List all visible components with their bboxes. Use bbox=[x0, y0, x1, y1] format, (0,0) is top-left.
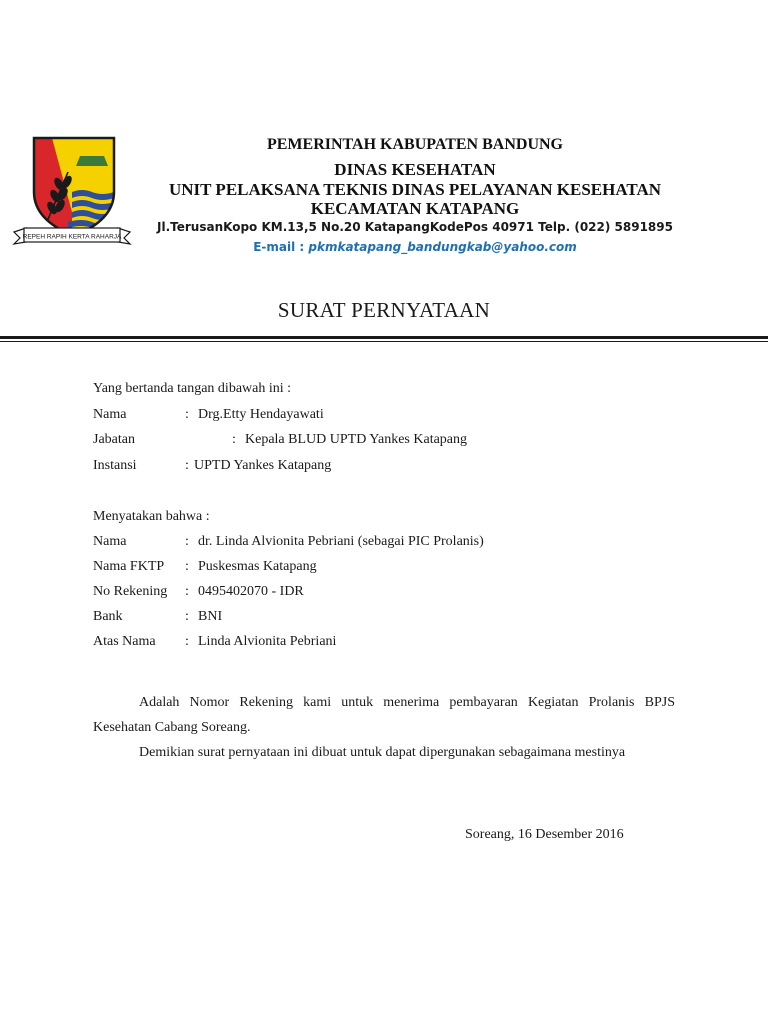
subject-fktp-separator: : bbox=[185, 559, 189, 574]
signer-position-separator: : bbox=[232, 432, 236, 447]
declares-line: Menyatakan bahwa : bbox=[93, 509, 210, 524]
header-unit: UNIT PELAKSANA TEKNIS DINAS PELAYANAN KESEHATAN bbox=[168, 180, 662, 199]
subject-holder-value: Linda Alvionita Pebriani bbox=[198, 634, 337, 649]
paragraph-account-purpose: Adalah Nomor Rekening kami untuk menerima pembayaran Kegiatan Prolanis BPJS Kesehatan Cabang Soreang. bbox=[93, 695, 675, 735]
email-label: E-mail : bbox=[253, 240, 309, 254]
signer-name-value: Drg.Etty Hendayawati bbox=[198, 407, 324, 422]
signer-institution-separator: : bbox=[185, 458, 189, 473]
paragraph-closing: Demikian surat pernyataan ini dibuat untuk dapat dipergunakan sebagaimana mestinya bbox=[139, 745, 626, 760]
subject-account-value: 0495402070 - IDR bbox=[198, 584, 304, 599]
subject-fktp-label: Nama FKTP bbox=[93, 559, 165, 574]
signer-institution-value: UPTD Yankes Katapang bbox=[194, 458, 332, 473]
logo-motto: REPEH RAPIH KERTA RAHARJA bbox=[22, 233, 122, 241]
subject-account-separator: : bbox=[185, 584, 189, 599]
header-government: PEMERINTAH KABUPATEN BANDUNG bbox=[266, 136, 563, 153]
signer-institution-label: Instansi bbox=[93, 458, 137, 473]
place-date: Soreang, 16 Desember 2016 bbox=[465, 827, 624, 842]
subject-bank-separator: : bbox=[185, 609, 189, 624]
subject-bank-value: BNI bbox=[198, 609, 223, 624]
kabupaten-bandung-logo bbox=[12, 132, 132, 248]
subject-name-separator: : bbox=[185, 534, 189, 549]
subject-account-label: No Rekening bbox=[93, 584, 168, 599]
subject-holder-separator: : bbox=[185, 634, 189, 649]
subject-name-value: dr. Linda Alvionita Pebriani (sebagai PIC Prolanis) bbox=[198, 534, 484, 549]
header-department: DINAS KESEHATAN bbox=[334, 160, 496, 179]
signer-name-label: Nama bbox=[93, 407, 127, 422]
intro-line: Yang bertanda tangan dibawah ini : bbox=[93, 381, 292, 396]
signer-name-separator: : bbox=[185, 407, 189, 422]
subject-bank-label: Bank bbox=[93, 609, 123, 624]
subject-holder-label: Atas Nama bbox=[93, 634, 156, 649]
email-address: pkmkatapang_bandungkab@yahoo.com bbox=[308, 240, 577, 254]
document-title: SURAT PERNYATAAN bbox=[277, 298, 491, 322]
subject-fktp-value: Puskesmas Katapang bbox=[198, 559, 317, 574]
header-address: Jl.TerusanKopo KM.13,5 No.20 KatapangKodePos 40971 Telp. (022) 5891895 bbox=[157, 220, 673, 234]
signer-position-value: Kepala BLUD UPTD Yankes Katapang bbox=[245, 432, 468, 447]
header-divider-thin bbox=[0, 341, 768, 342]
header-email bbox=[150, 240, 680, 254]
signer-position-label: Jabatan bbox=[93, 432, 135, 447]
header-district: KECAMATAN KATAPANG bbox=[310, 199, 520, 218]
header-divider-thick bbox=[0, 336, 768, 339]
subject-name-label: Nama bbox=[93, 534, 127, 549]
